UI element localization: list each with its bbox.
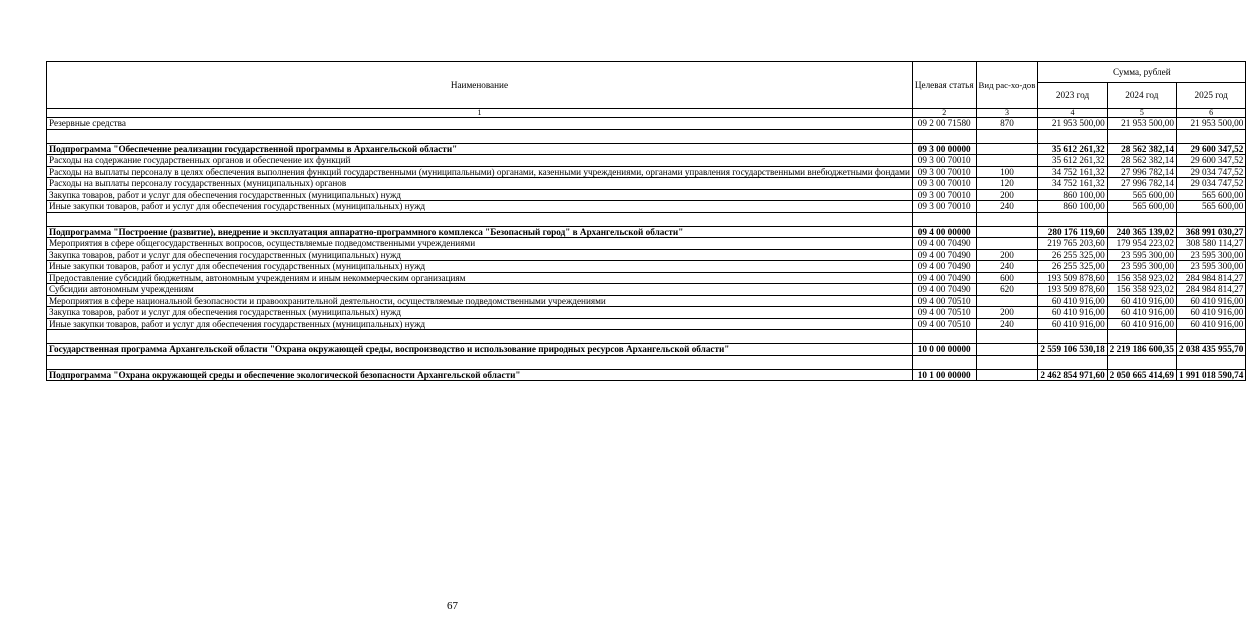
amount-2023-cell: 35 612 261,32	[1038, 143, 1107, 155]
program-row	[47, 143, 1246, 155]
empty-cell	[976, 330, 1038, 344]
empty-cell	[912, 355, 976, 369]
expense-type-cell: 200	[976, 307, 1038, 319]
amount-2025-cell: 284 984 814,27	[1176, 284, 1245, 296]
amount-2024-cell: 565 600,00	[1107, 201, 1176, 213]
amount-2023-cell: 34 752 161,32	[1038, 178, 1107, 190]
expense-type-cell	[976, 226, 1038, 238]
spacer-row	[47, 330, 1246, 344]
expense-type-cell: 240	[976, 318, 1038, 330]
target-article-cell: 09 3 00 70010	[912, 155, 976, 167]
row-name-cell: Иные закупки товаров, работ и услуг для обеспечения государственных (муниципальных) нужд	[47, 318, 913, 330]
amount-2024-cell: 565 600,00	[1107, 189, 1176, 201]
target-article-cell: 09 4 00 70490	[912, 261, 976, 273]
header-year-2024: 2024 год	[1107, 83, 1176, 109]
empty-cell	[1038, 129, 1107, 143]
empty-cell	[912, 212, 976, 226]
amount-2024-cell: 2 050 665 414,69	[1107, 369, 1176, 381]
expense-type-cell: 240	[976, 201, 1038, 213]
row-name-cell: Государственная программа Архангельской области "Охрана окружающей среды, воспроизводство и использование природных ресурсов Архангельской области"	[47, 344, 913, 356]
row-name-cell: Мероприятия в сфере общегосударственных вопросов, осуществляемые подведомственными учреждениями	[47, 238, 913, 250]
amount-2023-cell: 60 410 916,00	[1038, 307, 1107, 319]
amount-2024-cell: 156 358 923,02	[1107, 284, 1176, 296]
table-row	[47, 318, 1246, 330]
empty-cell	[976, 129, 1038, 143]
expense-type-cell	[976, 143, 1038, 155]
amount-2024-cell: 179 954 223,02	[1107, 238, 1176, 250]
header-name: Наименование	[47, 62, 913, 109]
amount-2025-cell: 368 991 030,27	[1176, 226, 1245, 238]
amount-2023-cell: 26 255 325,00	[1038, 261, 1107, 273]
table-row	[47, 178, 1246, 190]
expense-type-cell: 870	[976, 118, 1038, 130]
empty-cell	[976, 355, 1038, 369]
expense-type-cell: 240	[976, 261, 1038, 273]
row-name-cell: Иные закупки товаров, работ и услуг для обеспечения государственных (муниципальных) нужд	[47, 261, 913, 273]
row-name-cell: Резервные средства	[47, 118, 913, 130]
amount-2025-cell: 29 034 747,52	[1176, 166, 1245, 178]
amount-2025-cell: 23 595 300,00	[1176, 261, 1245, 273]
spacer-row	[47, 355, 1246, 369]
budget-table	[46, 61, 1246, 381]
amount-2025-cell: 29 034 747,52	[1176, 178, 1245, 190]
amount-2024-cell: 23 595 300,00	[1107, 261, 1176, 273]
row-name-cell: Мероприятия в сфере национальной безопасности и правоохранительной деятельности, осуществляемые подведомственными учреждениями	[47, 295, 913, 307]
amount-2024-cell: 60 410 916,00	[1107, 295, 1176, 307]
header-expense-type: Вид рас-хо-дов	[976, 62, 1038, 109]
column-number: 6	[1176, 109, 1245, 118]
amount-2023-cell: 860 100,00	[1038, 189, 1107, 201]
column-number: 3	[976, 109, 1038, 118]
table-row	[47, 295, 1246, 307]
empty-cell	[1038, 355, 1107, 369]
amount-2024-cell: 240 365 139,02	[1107, 226, 1176, 238]
page-number: 67	[447, 600, 458, 612]
row-name-cell: Подпрограмма "Обеспечение реализации государственной программы в Архангельской области"	[47, 143, 913, 155]
row-name-cell: Предоставление субсидий бюджетным, автономным учреждениям и иным некоммерческим организациям	[47, 272, 913, 284]
amount-2023-cell: 860 100,00	[1038, 201, 1107, 213]
table-header	[47, 62, 1246, 118]
target-article-cell: 10 1 00 00000	[912, 369, 976, 381]
table-row	[47, 261, 1246, 273]
row-name-cell: Закупка товаров, работ и услуг для обеспечения государственных (муниципальных) нужд	[47, 189, 913, 201]
target-article-cell: 09 4 00 70510	[912, 295, 976, 307]
amount-2025-cell: 29 600 347,52	[1176, 155, 1245, 167]
target-article-cell: 09 3 00 70010	[912, 178, 976, 190]
expense-type-cell: 600	[976, 272, 1038, 284]
amount-2024-cell: 21 953 500,00	[1107, 118, 1176, 130]
table-row	[47, 155, 1246, 167]
amount-2024-cell: 2 219 186 600,35	[1107, 344, 1176, 356]
expense-type-cell: 200	[976, 189, 1038, 201]
row-name-cell: Закупка товаров, работ и услуг для обеспечения государственных (муниципальных) нужд	[47, 307, 913, 319]
empty-cell	[1038, 330, 1107, 344]
empty-cell	[1176, 330, 1245, 344]
expense-type-cell	[976, 344, 1038, 356]
amount-2023-cell: 193 509 878,60	[1038, 284, 1107, 296]
amount-2023-cell: 26 255 325,00	[1038, 249, 1107, 261]
empty-cell	[47, 129, 913, 143]
program-row	[47, 344, 1246, 356]
table-row	[47, 284, 1246, 296]
amount-2023-cell: 280 176 119,60	[1038, 226, 1107, 238]
target-article-cell: 09 4 00 00000	[912, 226, 976, 238]
empty-cell	[1107, 330, 1176, 344]
amount-2024-cell: 60 410 916,00	[1107, 307, 1176, 319]
program-row	[47, 226, 1246, 238]
empty-cell	[1038, 212, 1107, 226]
empty-cell	[47, 212, 913, 226]
target-article-cell: 09 3 00 70010	[912, 166, 976, 178]
empty-cell	[47, 330, 913, 344]
row-name-cell: Иные закупки товаров, работ и услуг для обеспечения государственных (муниципальных) нужд	[47, 201, 913, 213]
amount-2023-cell: 193 509 878,60	[1038, 272, 1107, 284]
amount-2024-cell: 27 996 782,14	[1107, 166, 1176, 178]
header-year-2023: 2023 год	[1038, 83, 1107, 109]
amount-2024-cell: 60 410 916,00	[1107, 318, 1176, 330]
target-article-cell: 10 0 00 00000	[912, 344, 976, 356]
row-name-cell: Расходы на выплаты персоналу государственных (муниципальных) органов	[47, 178, 913, 190]
amount-2023-cell: 60 410 916,00	[1038, 295, 1107, 307]
expense-type-cell: 100	[976, 166, 1038, 178]
amount-2025-cell: 21 953 500,00	[1176, 118, 1245, 130]
empty-cell	[976, 212, 1038, 226]
target-article-cell: 09 3 00 70010	[912, 189, 976, 201]
amount-2025-cell: 29 600 347,52	[1176, 143, 1245, 155]
column-number: 1	[47, 109, 913, 118]
table-row	[47, 201, 1246, 213]
row-name-cell: Подпрограмма "Охрана окружающей среды и обеспечение экологической безопасности Архангельской области"	[47, 369, 913, 381]
row-name-cell: Расходы на содержание государственных органов и обеспечение их функций	[47, 155, 913, 167]
empty-cell	[1176, 212, 1245, 226]
table-row	[47, 272, 1246, 284]
amount-2025-cell: 60 410 916,00	[1176, 307, 1245, 319]
amount-2024-cell: 156 358 923,02	[1107, 272, 1176, 284]
amount-2025-cell: 565 600,00	[1176, 201, 1245, 213]
empty-cell	[912, 129, 976, 143]
amount-2024-cell: 28 562 382,14	[1107, 143, 1176, 155]
empty-cell	[1176, 129, 1245, 143]
amount-2025-cell: 2 038 435 955,70	[1176, 344, 1245, 356]
target-article-cell: 09 3 00 70010	[912, 201, 976, 213]
header-target-article: Целевая статья	[912, 62, 976, 109]
target-article-cell: 09 4 00 70490	[912, 238, 976, 250]
table-row	[47, 249, 1246, 261]
amount-2025-cell: 23 595 300,00	[1176, 249, 1245, 261]
expense-type-cell: 120	[976, 178, 1038, 190]
expense-type-cell	[976, 155, 1038, 167]
spacer-row	[47, 212, 1246, 226]
amount-2024-cell: 28 562 382,14	[1107, 155, 1176, 167]
spacer-row	[47, 129, 1246, 143]
table-row	[47, 166, 1246, 178]
target-article-cell: 09 4 00 70490	[912, 272, 976, 284]
amount-2024-cell: 23 595 300,00	[1107, 249, 1176, 261]
target-article-cell: 09 2 00 71580	[912, 118, 976, 130]
empty-cell	[1107, 212, 1176, 226]
table-body	[47, 118, 1246, 381]
amount-2025-cell: 1 991 018 590,74	[1176, 369, 1245, 381]
column-number: 4	[1038, 109, 1107, 118]
row-name-cell: Закупка товаров, работ и услуг для обеспечения государственных (муниципальных) нужд	[47, 249, 913, 261]
table-row	[47, 307, 1246, 319]
expense-type-cell	[976, 369, 1038, 381]
empty-cell	[47, 355, 913, 369]
row-name-cell: Субсидии автономным учреждениям	[47, 284, 913, 296]
amount-2025-cell: 284 984 814,27	[1176, 272, 1245, 284]
header-year-2025: 2025 год	[1176, 83, 1245, 109]
amount-2023-cell: 21 953 500,00	[1038, 118, 1107, 130]
row-name-cell: Подпрограмма "Построение (развитие), внедрение и эксплуатация аппаратно-программного комплекса "Безопасный город" в Архангельской области"	[47, 226, 913, 238]
target-article-cell: 09 3 00 00000	[912, 143, 976, 155]
header-sum: Сумма, рублей	[1038, 62, 1246, 83]
amount-2025-cell: 308 580 114,27	[1176, 238, 1245, 250]
amount-2025-cell: 60 410 916,00	[1176, 318, 1245, 330]
empty-cell	[912, 330, 976, 344]
target-article-cell: 09 4 00 70510	[912, 318, 976, 330]
expense-type-cell	[976, 238, 1038, 250]
amount-2025-cell: 60 410 916,00	[1176, 295, 1245, 307]
table-row	[47, 238, 1246, 250]
amount-2023-cell: 2 462 854 971,60	[1038, 369, 1107, 381]
target-article-cell: 09 4 00 70490	[912, 249, 976, 261]
expense-type-cell	[976, 295, 1038, 307]
empty-cell	[1176, 355, 1245, 369]
expense-type-cell: 200	[976, 249, 1038, 261]
amount-2023-cell: 34 752 161,32	[1038, 166, 1107, 178]
amount-2023-cell: 2 559 106 530,18	[1038, 344, 1107, 356]
column-number: 2	[912, 109, 976, 118]
target-article-cell: 09 4 00 70490	[912, 284, 976, 296]
amount-2025-cell: 565 600,00	[1176, 189, 1245, 201]
amount-2024-cell: 27 996 782,14	[1107, 178, 1176, 190]
table-row	[47, 118, 1246, 130]
expense-type-cell: 620	[976, 284, 1038, 296]
amount-2023-cell: 219 765 203,60	[1038, 238, 1107, 250]
table-row	[47, 189, 1246, 201]
column-number: 5	[1107, 109, 1176, 118]
amount-2023-cell: 60 410 916,00	[1038, 318, 1107, 330]
amount-2023-cell: 35 612 261,32	[1038, 155, 1107, 167]
target-article-cell: 09 4 00 70510	[912, 307, 976, 319]
empty-cell	[1107, 355, 1176, 369]
empty-cell	[1107, 129, 1176, 143]
program-row	[47, 369, 1246, 381]
row-name-cell: Расходы на выплаты персоналу в целях обеспечения выполнения функций государственными (муниципальными) органами, казенными учреждениями, органами управления государственными внебюджетными фондами	[47, 166, 913, 178]
